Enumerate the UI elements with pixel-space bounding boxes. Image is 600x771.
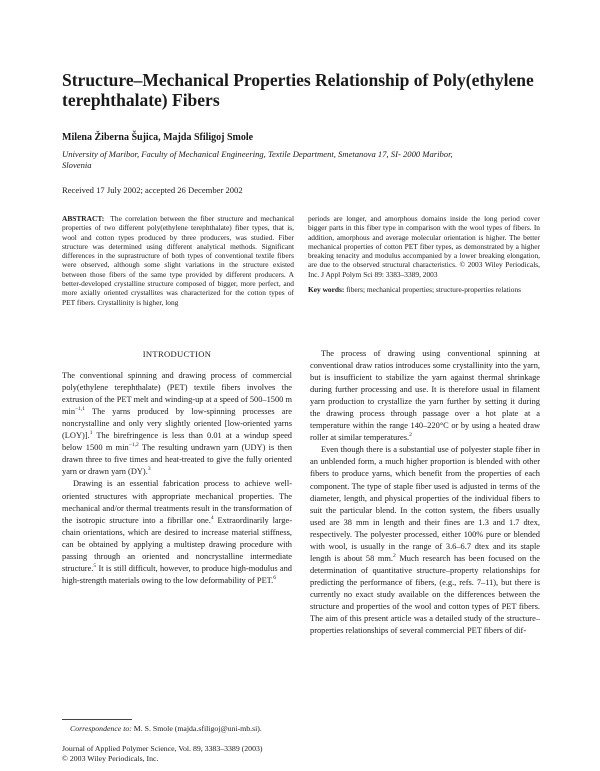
journal-citation: Journal of Applied Polymer Science, Vol. 89, 3383–3389 (2003): [62, 744, 263, 753]
abstract-text-left: The correlation between the fiber structure and mechanical properties of two different poly(ethylene terephthalate) fiber types, that is, wool and cotton types produced by three producers, was studied. Fiber structure was determined using different analytical methods. Significant differences in the suprastructure of both types of conventional textile fibers were observed, although some slight variations in the structure existed between those fibers of the same type provided by different producers. A better-developed crystalline structure composed of bigger, more perfect, and more axially oriented crystallites was characterized for the cotton types of PET fibers. Crystallinity is higher, long: [62, 214, 295, 307]
correspondence-label: Correspondence to:: [70, 724, 132, 733]
text-run: Much research has been focused on the determination of quantitative structure–property relationships for predicting the performance of fibers, (e.g., refs. 7–11), but there is currently no exact study available on the differences between the structure and properties of the wool and cotton types of PET fibers. The aim of this present article was a detailed study of the structure–properties relationships of several commercial PET fibers of dif-: [310, 553, 540, 636]
text-run: The resulting undrawn yarn (UDY) is then drawn three to five times and heat-treated to give the fully oriented yarn or drawn yarn (DY).: [62, 443, 293, 477]
abstract-right: [308, 214, 540, 294]
body-column-left: [62, 348, 292, 587]
text-run: Even though there is a substantial use of polyester staple fiber in an unblended form, a much higher proportion is blended with other fibers to produce yarns, which benefit from the properties of each component. The type of staple fiber used is adjusted in terms of the diameter, length, and physical properties of the individual fibers to suit the particular blend. In the cotton system, the fibers usually used are 38 mm in length and their fines are 1.3 and 1.7 dtex, respectively. The polyester processed, either 100% pure or blended with wool, is usually in the range of 3.6–6.7 dtex and its staple length is about 58 mm.: [310, 445, 540, 563]
text-run: It is still difficult, however, to produce high-modulus and high-strength materials owing to the low deformability of PET.: [62, 563, 292, 585]
text-run: The conventional spinning and drawing process of commercial poly(ethylene terephthalate) (PET) textile fibers involves the extrusion of the PET melt and winding-up at a speed of 500–1500 m min: [62, 371, 292, 417]
reference-marker: 2: [409, 432, 412, 439]
paragraph: [62, 370, 292, 478]
authors: Milena Žiberna Šujica, Majda Sfiligoj Smole: [62, 132, 254, 143]
abstract-left: [62, 214, 294, 307]
text-run: The yarns produced by low-spinning processes are noncrystalline and only very slightly oriented [low-oriented yarns (LOY)].: [62, 407, 292, 441]
text-run: Drawing is an essential fabrication process to achieve well-oriented structures with appropriate mechanical properties. The mechanical and/or thermal treatments result in the transformation of the isotropic structure into a fibrillar one.: [62, 479, 292, 525]
keywords-label: Key words:: [308, 285, 345, 295]
journal-copyright: © 2003 Wiley Periodicals, Inc.: [62, 753, 159, 763]
text-run: Extraordinarily large-chain orientations, which are desired to increase material stiffness, can be obtained by applying a multistep drawing procedure with passing through an oriented and noncrystalline intermediate structure.: [62, 515, 292, 573]
keywords: [308, 285, 540, 294]
paragraph: [62, 478, 292, 586]
correspondence-text: M. S. Smole (majda.sfiligoj@uni-mb.si).: [131, 724, 262, 733]
reference-marker: 4: [210, 514, 214, 521]
correspondence-footnote: [70, 724, 262, 733]
reference-marker: 2: [393, 553, 396, 559]
received-date: Received 17 July 2002; accepted 26 December 2002: [62, 185, 243, 195]
paragraph: [310, 444, 540, 637]
reference-marker: 1: [89, 430, 93, 437]
superscript: −1,1: [75, 406, 86, 413]
footnote-divider: [62, 719, 132, 720]
journal-info: [62, 744, 262, 763]
affiliation: University of Maribor, Faculty of Mechanical Engineering, Textile Department, Smetanova 17, SI- 2000 Maribor, Slovenia: [62, 149, 453, 170]
reference-marker: 6: [273, 575, 277, 582]
body-column-right: [310, 348, 540, 637]
abstract-text-right: periods are longer, and amorphous domains inside the long period cover bigger parts in this fiber type in comparison with the wool types of fibers. In addition, amorphous and average molecular orientation is higher. The better mechanical properties of cotton PET fiber types, as demonstrated by a higher breaking tenacity and modulus accompanied by a lower breaking elongation, are due to the observed structural characteristics. © 2003 Wiley Periodicals, Inc. J Appl Polym Sci 89: 3383–3389, 2003: [308, 214, 540, 279]
superscript: −1,2: [128, 442, 139, 449]
abstract-label: ABSTRACT:: [62, 214, 105, 223]
text-run: The process of drawing using conventional spinning at conventional draw ratios introduces some crystallinity into the yarn, but is insufficient to stabilize the yarn against thermal shrinkage during further processing and use. It is therefore usual in filament yarn production to crystallize the yarn further by setting it during the drawing process through passage over a hot plate at a temperature within the range 140–220°C or by using a heated draw roller at similar temperatures.: [310, 349, 540, 443]
paper-title: Structure–Mechanical Properties Relationship of Poly(ethylene terephthalate) Fibers: [62, 70, 534, 110]
text-run: The birefringence is less than 0.01 at a windup speed below 1500 m min: [62, 431, 292, 453]
section-heading-introduction: INTRODUCTION: [142, 349, 212, 359]
keywords-text: fibers; mechanical properties; structure-properties relations: [346, 285, 522, 295]
reference-marker: 3: [147, 466, 151, 473]
paragraph: [310, 348, 540, 444]
reference-marker: 5: [93, 563, 97, 569]
